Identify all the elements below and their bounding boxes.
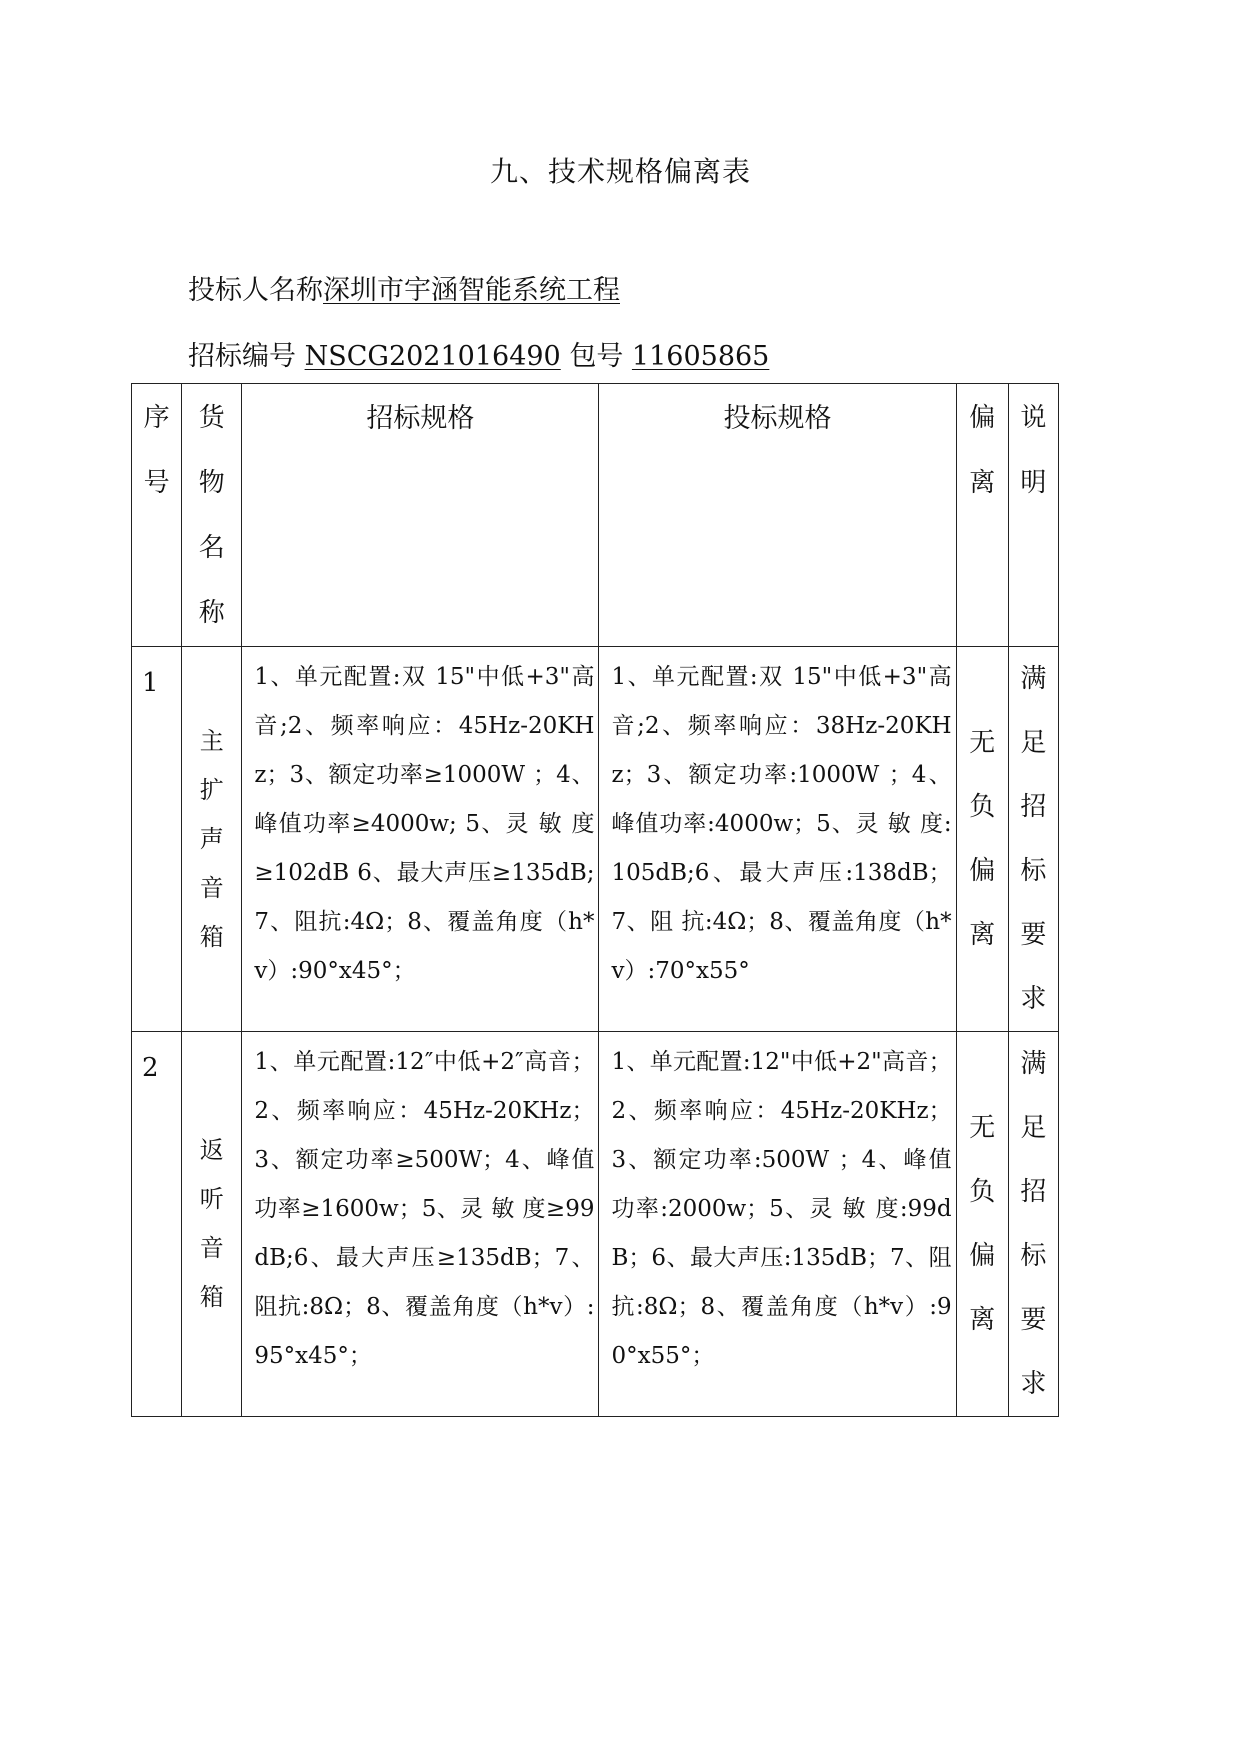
header-deviation-char: 偏 <box>969 403 996 433</box>
tender-line <box>188 334 769 373</box>
tender-no-value: NSCG2021016490 <box>304 341 561 372</box>
row-bid-spec: 1、单元配置:双 15"中低+3"高音;2、频率响应：38Hz-20KHz；3、额定功率:1000W ；4、峰值功率:4000w；5、灵 敏 度:105dB;6、最大声压:138dB；7、阻 抗:4Ω；8、覆盖角度（h*v）:70°x55° <box>599 647 956 1032</box>
header-seq-char: 序 <box>143 403 170 433</box>
deviation-char: 离 <box>969 1305 996 1335</box>
row-goods <box>182 1032 242 1417</box>
note-char: 标 <box>1020 1241 1047 1271</box>
note-char: 要 <box>1020 1305 1047 1335</box>
row-tender-spec: 1、单元配置:12″中低+2″高音；2、频率响应：45Hz-20KHz；3、额定功率≥500W；4、峰值功率≥1600w；5、灵 敏 度≥99dB;6、最大声压≥135dB；7、阻抗:8Ω；8、覆盖角度（h*v）:95°x45°； <box>242 1032 599 1417</box>
table-row <box>132 1032 1059 1417</box>
bidder-line <box>188 268 620 307</box>
row-deviation <box>956 647 1008 1032</box>
row-seq: 2 <box>132 1032 182 1417</box>
goods-char: 听 <box>199 1185 224 1213</box>
table-header-row <box>132 384 1059 647</box>
row-seq: 1 <box>132 647 182 1032</box>
row-deviation <box>956 1032 1008 1417</box>
note-char: 要 <box>1020 920 1047 950</box>
goods-char: 返 <box>199 1136 224 1164</box>
note-char: 招 <box>1020 1177 1047 1207</box>
header-note <box>1008 384 1058 647</box>
row-note <box>1008 647 1058 1032</box>
note-char: 求 <box>1020 1369 1047 1399</box>
row-tender-spec: 1、单元配置:双 15"中低+3"高音;2、频率响应：45Hz-20KHz；3、额定功率≥1000W ；4、峰值功率≥4000w; 5、灵 敏 度≥102dB 6、最大声压≥135dB; 7、阻抗:4Ω；8、覆盖角度（h*v）:90°x45°； <box>242 647 599 1032</box>
header-deviation <box>956 384 1008 647</box>
header-deviation-char: 离 <box>969 468 996 498</box>
deviation-char: 偏 <box>969 1241 996 1271</box>
goods-char: 音 <box>199 1234 224 1262</box>
header-goods-char: 名 <box>198 533 225 563</box>
header-seq-char: 号 <box>143 468 170 498</box>
page-title: 九、技术规格偏离表 <box>489 155 751 188</box>
header-bid-spec: 投标规格 <box>599 384 956 647</box>
goods-char: 音 <box>199 873 224 902</box>
note-char: 足 <box>1020 728 1047 758</box>
bidder-name: 深圳市宇涵智能系统工程 <box>323 275 620 306</box>
deviation-char: 离 <box>969 920 996 950</box>
deviation-char: 负 <box>969 1177 996 1207</box>
header-goods <box>182 384 242 647</box>
goods-char: 箱 <box>199 1283 224 1311</box>
header-goods-char: 称 <box>198 598 225 628</box>
deviation-char: 负 <box>969 792 996 822</box>
deviation-char: 无 <box>969 1113 996 1143</box>
row-bid-spec: 1、单元配置:12"中低+2"高音；2、频率响应：45Hz-20KHz；3、额定功率:500W ；4、峰值功率:2000w；5、灵 敏 度:99dB；6、最大声压:135dB；7、阻 抗:8Ω；8、覆盖角度（h*v）:90°x55°； <box>599 1032 956 1417</box>
header-note-char: 明 <box>1020 468 1047 498</box>
deviation-char: 偏 <box>969 856 996 886</box>
header-note-char: 说 <box>1020 403 1047 433</box>
table-row <box>132 647 1059 1032</box>
note-char: 满 <box>1020 664 1047 694</box>
deviation-table <box>131 383 1059 1417</box>
goods-char: 箱 <box>199 922 224 951</box>
goods-char: 主 <box>199 726 224 755</box>
row-goods <box>182 647 242 1032</box>
bidder-label: 投标人名称 <box>188 275 323 306</box>
header-seq <box>132 384 182 647</box>
header-goods-char: 物 <box>198 468 225 498</box>
note-char: 招 <box>1020 792 1047 822</box>
note-char: 满 <box>1020 1049 1047 1079</box>
tender-no-label: 招标编号 <box>188 341 296 372</box>
header-goods-char: 货 <box>198 403 225 433</box>
header-tender-spec: 招标规格 <box>242 384 599 647</box>
row-note <box>1008 1032 1058 1417</box>
note-char: 求 <box>1020 984 1047 1014</box>
goods-char: 声 <box>199 824 224 853</box>
note-char: 标 <box>1020 856 1047 886</box>
package-no-value: 11605865 <box>631 341 770 372</box>
deviation-char: 无 <box>969 728 996 758</box>
package-no-label: 包号 <box>569 341 624 372</box>
note-char: 足 <box>1020 1113 1047 1143</box>
goods-char: 扩 <box>199 775 224 804</box>
